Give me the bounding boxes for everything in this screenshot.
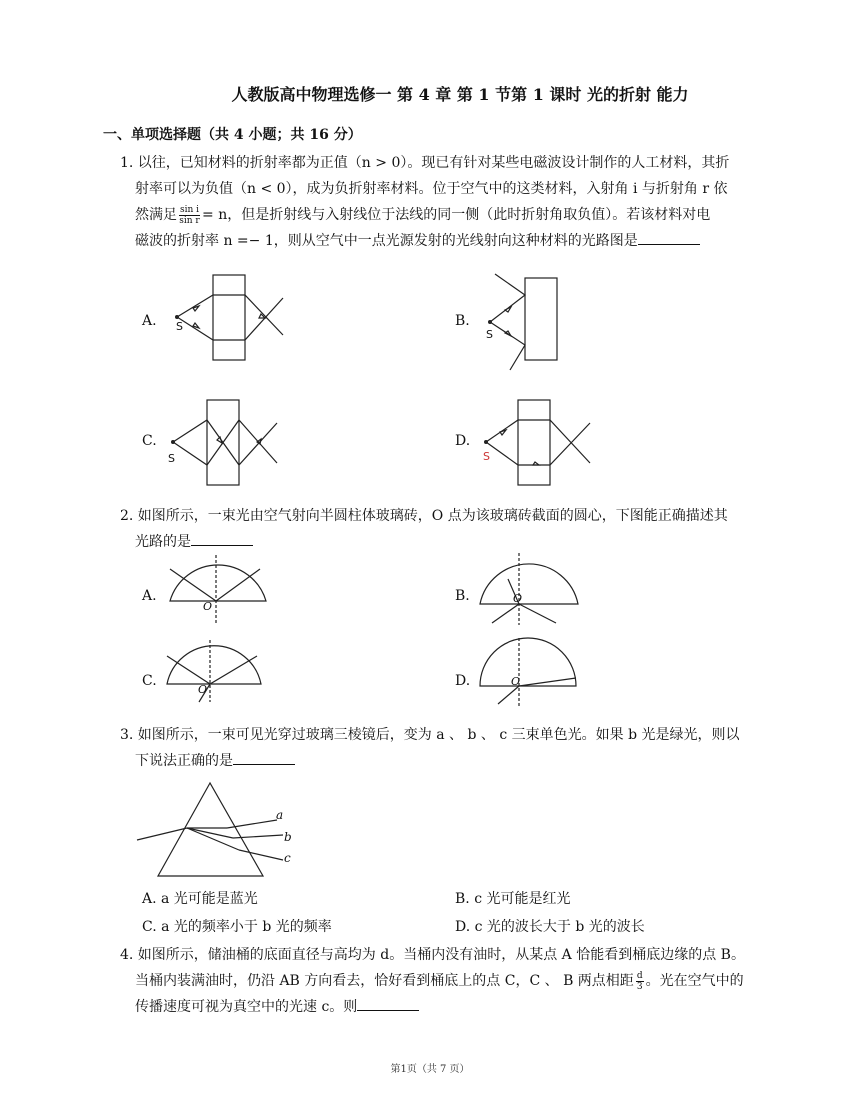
q3-option-a[interactable]: A. a 光可能是蓝光 bbox=[142, 891, 258, 907]
q2-option-b[interactable]: B. bbox=[455, 588, 470, 604]
center-label-b: O bbox=[513, 592, 523, 605]
q1-line4: 磁波的折射率 n =− 1，则从空气中一点光源发射的光线射向这种材料的光路图是 bbox=[120, 228, 770, 254]
q1-line2: 射率可以为负值（n < 0），成为负折射率材料。位于空气中的这类材料，入射角 i 与折射角 r 依 bbox=[135, 181, 728, 197]
q2-line2: 光路的是 bbox=[120, 529, 770, 555]
page-footer: 第1页（共 7 页） bbox=[390, 1064, 470, 1075]
q3-option-c[interactable]: C. a 光的频率小于 b 光的频率 bbox=[142, 919, 332, 935]
ray-label-a: a bbox=[276, 808, 284, 822]
q1-figure-b bbox=[480, 270, 580, 375]
q2-figure-d bbox=[478, 638, 583, 708]
section-heading: 一、单项选择题（共 4 小题；共 16 分） bbox=[103, 127, 362, 143]
source-label-d: S bbox=[483, 450, 490, 463]
q1-option-a[interactable]: A. bbox=[142, 313, 157, 329]
question-1 bbox=[120, 150, 770, 254]
q4-line1: 4. 如图所示，储油桶的底面直径与高均为 d。当桶内没有油时，从某点 A 恰能看到桶底边缘的点 B。 bbox=[120, 947, 745, 963]
source-label-b: S bbox=[486, 328, 493, 341]
answer-blank[interactable] bbox=[357, 1009, 419, 1011]
answer-blank[interactable] bbox=[233, 763, 295, 765]
center-label-a: O bbox=[203, 600, 213, 613]
q4-line2: 当桶内装满油时，仍沿 AB 方向看去，恰好看到桶底上的点 C，C 、 B 两点相距 $\frac{d}{3}$ 。光在空气中的 bbox=[135, 970, 744, 992]
center-label-c: O bbox=[198, 683, 208, 696]
q3-option-d[interactable]: D. c 光的波长大于 b 光的波长 bbox=[455, 919, 645, 935]
q1-figure-a bbox=[165, 270, 305, 365]
question-3 bbox=[120, 722, 770, 774]
q2-figure-c bbox=[165, 640, 265, 705]
q2-figure-a bbox=[168, 555, 268, 625]
q3-option-b[interactable]: B. c 光可能是红光 bbox=[455, 891, 571, 907]
source-label-a: S bbox=[176, 320, 183, 333]
answer-blank[interactable] bbox=[638, 243, 700, 245]
q2-line1: 2. 如图所示，一束光由空气射向半圆柱体玻璃砖，O 点为该玻璃砖截面的圆心，下图能正确描述其 bbox=[120, 508, 728, 524]
answer-blank[interactable] bbox=[191, 544, 253, 546]
q3-line1: 3. 如图所示，一束可见光穿过玻璃三棱镜后，变为 a 、 b 、 c 三束单色光。如果 b 光是绿光，则以 bbox=[120, 727, 740, 743]
sin-fraction: $\frac{\text{sin i}}{\text{sin r}}$ bbox=[179, 204, 200, 226]
q2-option-c[interactable]: C. bbox=[142, 673, 157, 689]
source-label-c: S bbox=[168, 452, 175, 465]
d-over-3-fraction: $\frac{d}{3}$ bbox=[636, 970, 643, 992]
q1-option-c[interactable]: C. bbox=[142, 433, 157, 449]
q2-option-a[interactable]: A. bbox=[142, 588, 157, 604]
q1-figure-d bbox=[478, 395, 618, 490]
ray-label-b: b bbox=[284, 830, 292, 844]
q3-prism-figure bbox=[135, 780, 305, 880]
q1-option-b[interactable]: B. bbox=[455, 313, 470, 329]
q1-line1: 1. 以往，已知材料的折射率都为正值（n > 0）。现已有针对某些电磁波设计制作的人工材料，其折 bbox=[120, 155, 730, 171]
question-4 bbox=[120, 942, 770, 1020]
q1-line3: 然满足 $\frac{\text{sin i}}{\text{sin r}}$ = n，但是折射线与入射线位于法线的同一侧（此时折射角取负值）。若该材料对电 bbox=[135, 204, 711, 226]
q4-line3: 传播速度可视为真空中的光速 c。则 bbox=[120, 994, 770, 1020]
ray-label-c: c bbox=[284, 851, 291, 865]
q1-option-d[interactable]: D. bbox=[455, 433, 471, 449]
page-title: 人教版高中物理选修一 第 4 章 第 1 节第 1 课时 光的折射 能力 bbox=[231, 85, 689, 104]
q2-option-d[interactable]: D. bbox=[455, 673, 471, 689]
q2-figure-b bbox=[478, 553, 583, 628]
q1-figure-c bbox=[165, 395, 305, 490]
q3-line2: 下说法正确的是 bbox=[120, 748, 770, 774]
center-label-d: O bbox=[511, 675, 521, 688]
question-2 bbox=[120, 503, 770, 555]
